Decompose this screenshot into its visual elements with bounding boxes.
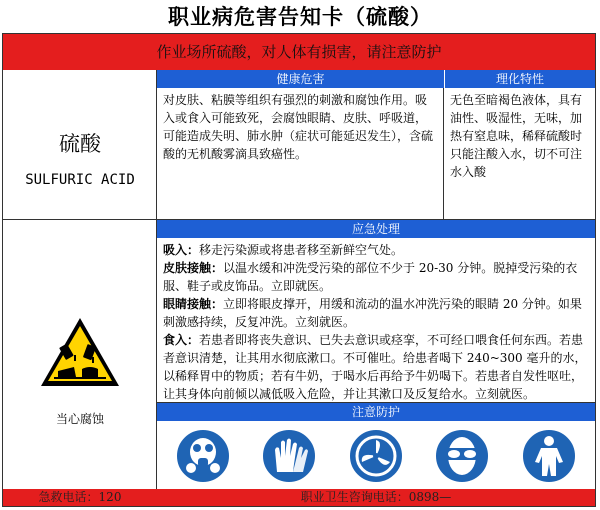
safety-goggles-icon (426, 428, 498, 484)
emergency-item-skin (163, 259, 589, 295)
emergency-label: 吸入： (163, 243, 200, 257)
protection-icons (157, 421, 595, 489)
health-hazard-header: 健康危害 (157, 70, 444, 88)
emergency-item-inhalation (163, 241, 589, 259)
emergency-item-ingestion (163, 331, 589, 403)
corrosive-icon (38, 315, 122, 389)
footer-bar (3, 489, 595, 506)
emergency-label: 皮肤接触： (163, 261, 224, 275)
emergency-label: 食入： (163, 333, 200, 347)
ventilation-fan-icon (340, 428, 412, 484)
hazard-sign-cell (3, 220, 157, 489)
properties-text: 无色至暗褐色液体，具有油性、吸湿性，无味，加热有窒息味，稀释硫酸时只能注酸入水，切不可注水入酸 (444, 88, 595, 220)
protective-suit-icon (513, 428, 585, 484)
emergency-body: 若患者即将丧失意识、已失去意识或痉挛，不可经口喂食任何东西。若患者意识清楚，让其用水彻底漱口。不可催吐。给患者喝下 240~300 毫升的水，以稀释胃中的物质；若有牛奶，于喝水后再给予牛奶喝下。若患者自发性呕吐，让其身体向前倾以减低吸入危险，并让其漱口及反复给水。立刻就医。 (163, 333, 587, 401)
gas-mask-icon (167, 428, 239, 484)
emergency-item-eyes (163, 295, 589, 331)
hazard-card (2, 33, 596, 507)
chemical-name-en: SULFURIC ACID (25, 172, 135, 188)
protection-header: 注意防护 (157, 403, 595, 421)
emergency-header: 应急处理 (157, 220, 595, 238)
emergency-label: 眼睛接触： (163, 297, 224, 311)
chemical-name-cell (3, 70, 157, 220)
properties-header: 理化特性 (444, 70, 595, 88)
health-hazard-text: 对皮肤、粘膜等组织有强烈的刺激和腐蚀作用。吸入或食入可能致死，会腐蚀眼睛、皮肤、呼吸道，可能造成失明、肺水肿（症状可能延迟发生），含硫酸的无机酸雾滴具致癌性。 (157, 88, 444, 220)
warning-banner: 作业场所硫酸，对人体有损害，请注意防护 (3, 34, 595, 70)
protective-gloves-icon (253, 428, 325, 484)
emergency-body: 移走污染源或将患者移至新鲜空气处。 (199, 243, 404, 257)
emergency-phone: 急救电话：120 (38, 490, 122, 504)
page-title: 职业病危害告知卡（硫酸） (168, 4, 432, 29)
emergency-text (157, 238, 595, 403)
consult-phone: 职业卫生咨询电话：0898— (300, 490, 452, 504)
chemical-name-cn: 硫酸 (59, 132, 101, 156)
emergency-body: 立即将眼皮撑开，用缓和流动的温水冲洗污染的眼睛 20 分钟。如果刺激感持续，反复冲洗。立刻就医。 (163, 297, 582, 329)
hazard-label: 当心腐蚀 (55, 412, 104, 426)
emergency-body: 以温水缓和冲洗受污染的部位不少于 20-30 分钟。脱掉受污染的衣服、鞋子或皮饰品。立即就医。 (163, 261, 578, 293)
